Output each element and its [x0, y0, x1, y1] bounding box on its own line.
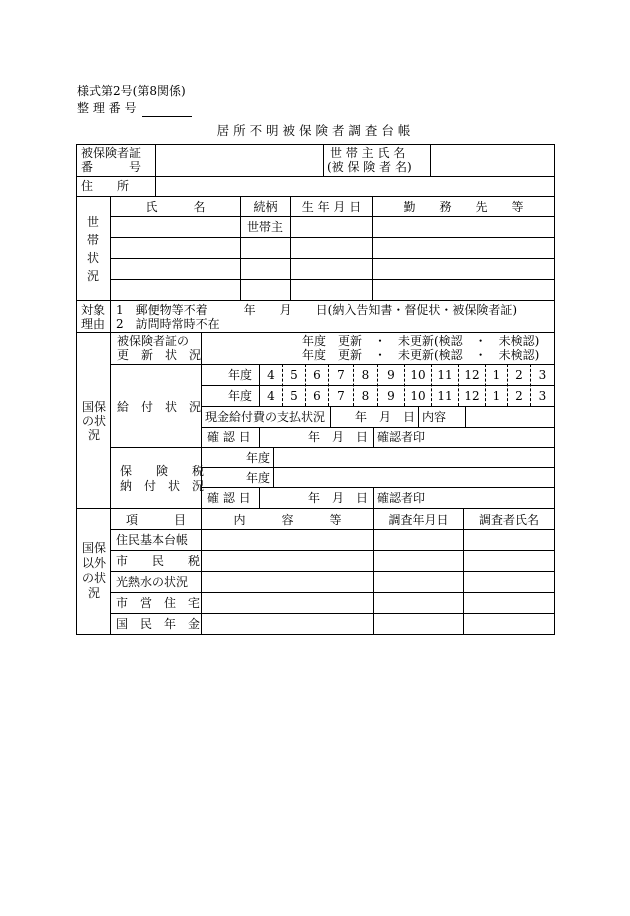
col-birthdate-header: 生 年 月 日	[301, 200, 362, 214]
tax-fiscal-year-1: 年度	[246, 451, 271, 465]
address-label: 住 所	[81, 179, 130, 193]
col-survey-date-header: 調査年月日	[388, 513, 449, 527]
col-item-header: 項 目	[125, 513, 186, 527]
col-relation-header: 続柄	[253, 200, 278, 214]
item-municipal-tax: 市 民 税	[116, 554, 201, 568]
kokuho-status-label: 国保 の状 況	[81, 400, 106, 442]
col-workplace-header: 勤 務 先 等	[403, 200, 524, 214]
month-label: 6	[313, 389, 321, 403]
month-label: 5	[290, 389, 298, 403]
benefit-status-label: 給 付 状 況	[117, 400, 202, 414]
fiscal-year-label-2: 年度	[228, 389, 253, 403]
form-number: 様式第2号(第8関係)	[77, 84, 186, 98]
household-head-relation: 世帯主	[247, 220, 284, 234]
month-label: 12	[464, 368, 480, 382]
month-label: 7	[337, 368, 345, 382]
fiscal-year-label-1: 年度	[228, 368, 253, 382]
seiri-number-underline	[142, 116, 192, 117]
confirm-date-label: 確 認 日	[207, 491, 251, 505]
col-content-header: 内 容 等	[233, 513, 342, 527]
month-label: 1	[492, 368, 501, 382]
reason-absent: 2 訪問時常時不在	[116, 317, 220, 331]
month-label: 3	[538, 389, 547, 403]
month-label: 11	[437, 368, 453, 382]
month-label: 2	[515, 368, 523, 382]
col-name-header: 氏 名	[145, 200, 206, 214]
cash-benefit-content-label: 内容	[422, 410, 447, 424]
page-title: 居 所 不 明 被 保 険 者 調 査 台 帳	[216, 123, 411, 138]
month-label: 10	[410, 389, 426, 403]
renewal-line-1: 年度 更新 ・ 未更新(検認 ・ 未検認)	[302, 334, 540, 348]
month-label: 7	[337, 389, 345, 403]
month-label: 2	[515, 389, 523, 403]
insured-number-label-2: 番 号	[81, 160, 142, 174]
confirmer-seal-label: 確認者印	[377, 430, 426, 444]
tax-fiscal-year-2: 年度	[246, 471, 271, 485]
reason-label-2: 理由	[81, 317, 106, 331]
cash-benefit-date: 年 月 日	[355, 410, 416, 424]
month-label: 8	[361, 368, 370, 382]
confirm-date-label: 確 認 日	[207, 430, 251, 444]
col-investigator-header: 調査者氏名	[478, 513, 539, 527]
item-utilities: 光熱水の状況	[116, 575, 189, 589]
month-label: 8	[361, 389, 370, 403]
month-label: 12	[464, 389, 480, 403]
month-label: 10	[410, 368, 426, 382]
household-status-label: 世 帯 状 況	[86, 215, 99, 283]
tax-payment-label: 保 険 税	[120, 464, 205, 478]
item-municipal-housing: 市 営 住 宅	[116, 596, 201, 610]
renewal-line-2: 年度 更新 ・ 未更新(検認 ・ 未検認)	[302, 348, 540, 362]
month-label: 1	[492, 389, 501, 403]
month-label: 4	[267, 368, 275, 382]
item-national-pension: 国 民 年 金	[116, 617, 201, 631]
reason-undelivered: 1 郵便物等不着 年 月 日(納入告知書・督促状・被保険者証)	[116, 303, 518, 317]
month-label: 3	[538, 368, 547, 382]
renewal-status-label: 被保険者証の	[117, 334, 190, 348]
cash-benefit-label: 現金給付費の支払状況	[205, 410, 326, 424]
seiri-number-label: 整 理 番 号	[77, 101, 137, 115]
reason-label: 対象	[81, 303, 106, 317]
tax-payment-label-2: 納 付 状 況	[120, 479, 205, 493]
month-label: 5	[290, 368, 298, 382]
confirm-date-value: 年 月 日	[308, 491, 369, 505]
month-label: 4	[267, 389, 275, 403]
non-kokuho-status-label: 国保 以外 の状 況	[81, 541, 106, 600]
month-label: 6	[313, 368, 321, 382]
confirm-date-value: 年 月 日	[308, 430, 369, 444]
renewal-status-label-2: 更 新 状 況	[117, 348, 202, 362]
insured-name-label: (被 保 険 者 名)	[327, 160, 412, 174]
item-resident-register: 住民基本台帳	[116, 533, 189, 547]
month-label: 11	[437, 389, 453, 403]
month-label: 9	[387, 368, 395, 382]
month-label: 9	[387, 389, 395, 403]
confirmer-seal-label: 確認者印	[377, 491, 426, 505]
insured-number-label: 被保険者証	[81, 146, 142, 160]
household-head-name-label: 世 帯 主 氏 名	[330, 146, 406, 160]
